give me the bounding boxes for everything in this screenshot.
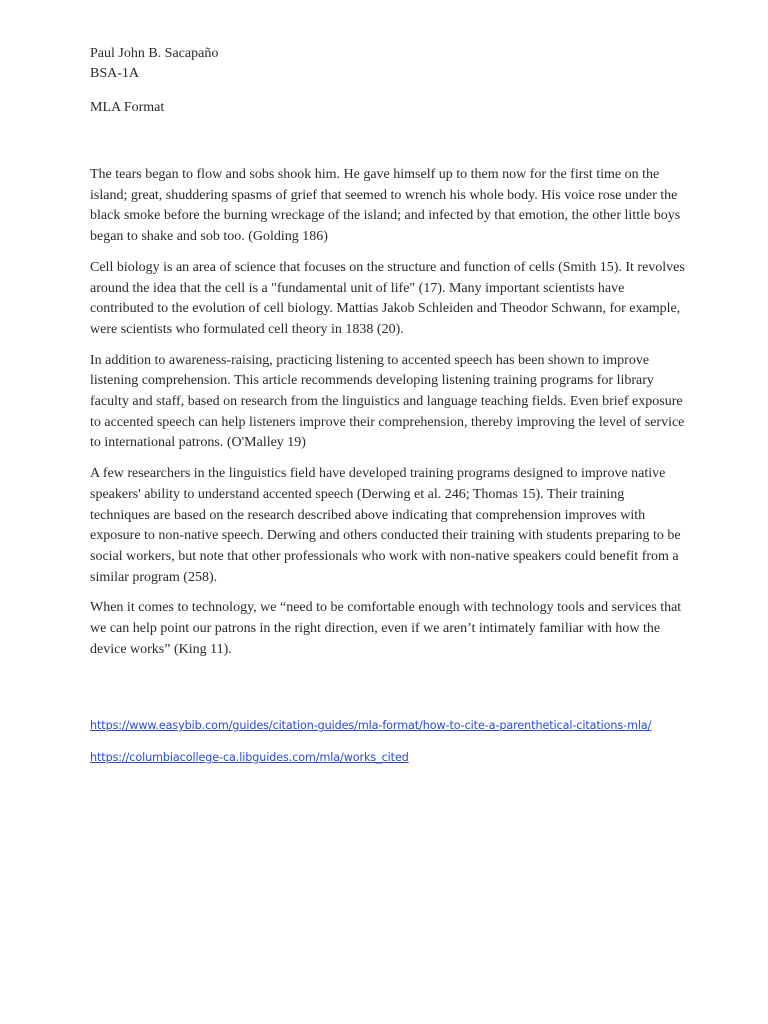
paragraph-technology: When it comes to technology, we “need to be comfortable enough with technology tools and services that we can help point our patrons in the right direction, even if we aren’t intimately familiar with how the device works” (King 11). [90, 600, 682, 657]
columbiacollege-link[interactable]: https://columbiacollege-ca.libguides.com/mla/works_cited [90, 751, 409, 764]
author-section: BSA-1A [90, 66, 140, 81]
document-title: MLA Format [90, 100, 165, 115]
paragraph-golding-quote: The tears began to flow and sobs shook him. He gave himself up to them now for the first time on the island; great, shuddering spasms of grief that seemed to wrench his whole body. His voice rose under the black smoke before the burning wreckage of the island; and infected by that emotion, the other little boys began to shake and sob too. (Golding 186) [90, 167, 681, 245]
document-body [90, 165, 685, 670]
easybib-link[interactable]: https://www.easybib.com/guides/citation-guides/mla-format/how-to-cite-a-parenthetical-citations-mla/ [90, 719, 652, 732]
document-header [90, 44, 690, 84]
paragraph-accented-speech: In addition to awareness-raising, practicing listening to accented speech has been shown to improve listening comprehension. This article recommends developing listening training programs for library faculty and staff, based on research from the linguistics and language teaching fields. Even brief exposure to accented speech can help listeners improve their comprehension, thereby improving the level of service to international patrons. (O'Malley 19) [90, 352, 685, 451]
reference-links [90, 715, 685, 779]
paragraph-cell-biology: Cell biology is an area of science that focuses on the structure and function of cells (Smith 15). It revolves around the idea that the cell is a "fundamental unit of life" (17). Many important scientists have contributed to the evolution of cell biology. Mattias Jakob Schleiden and Theodor Schwann, for example, were scientists who formulated cell theory in 1838 (20). [90, 259, 685, 337]
author-name: Paul John B. Sacapaño [90, 46, 219, 61]
paragraph-linguistics-research: A few researchers in the linguistics field have developed training programs designed to improve native speakers' ability to understand accented speech (Derwing et al. 246; Thomas 15). Their training techniques are based on the research described above indicating that comprehension improves with exposure to non-native speech. Derwing and others conducted their training with students preparing to be social workers, but note that other professionals who work with non-native speakers could benefit from a similar program (258). [90, 466, 681, 585]
